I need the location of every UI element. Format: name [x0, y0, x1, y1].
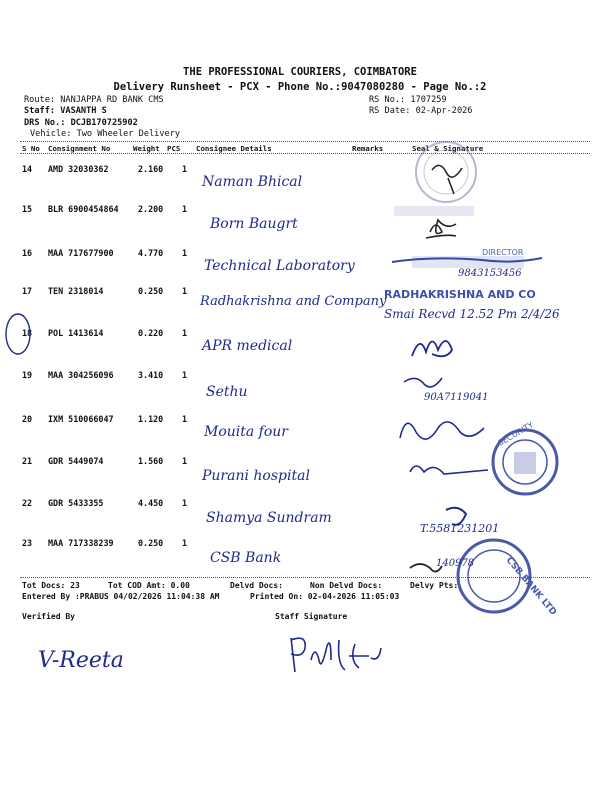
row-weight: 4.770 [138, 248, 164, 258]
stamp-director-text: DIRECTOR [482, 248, 524, 257]
circle-mark-icon [6, 314, 33, 354]
note-row17: Smai Recvd 12.52 Pm 2/4/26 [384, 307, 560, 321]
row-sno: 17 [22, 286, 33, 296]
row-sno: 18 [22, 328, 33, 338]
verified-by-label: Verified By [22, 612, 75, 621]
col-pcs: PCS [167, 144, 181, 153]
signature-row21-icon [410, 466, 488, 474]
row-sno: 22 [22, 498, 33, 508]
row-consignment: MAA 717677900 [48, 248, 114, 258]
stamp-radhakrishna: RADHAKRISHNA AND CO [384, 288, 536, 301]
row-weight: 0.250 [138, 538, 164, 548]
col-sno: S No [22, 144, 40, 153]
printed-on: Printed On: 02-04-2026 11:05:03 [250, 592, 400, 601]
row-consignee: Shamya Sundram [206, 510, 332, 526]
drs-number: DRS No.: DCJB170725902 [24, 118, 138, 128]
vehicle: Vehicle: Two Wheeler Delivery [30, 129, 181, 139]
row-pcs: 1 [182, 286, 188, 296]
row-pcs: 1 [182, 328, 188, 338]
row-sno: 21 [22, 456, 33, 466]
row-consignment: IXM 510066047 [48, 414, 114, 424]
stamp-security-text: SECURITY [496, 420, 536, 448]
staff-signature-icon [285, 630, 395, 680]
footer-rule [20, 577, 590, 578]
row-consignee: Sethu [206, 384, 248, 400]
row-consignee: CSB Bank [210, 550, 282, 566]
row-consignee: APR medical [202, 338, 293, 354]
stamp-security-icon [493, 420, 557, 494]
company-title: THE PROFESSIONAL COURIERS, COIMBATORE [183, 66, 417, 78]
row-pcs: 1 [182, 414, 188, 424]
row-weight: 2.160 [138, 164, 164, 174]
row-sno: 23 [22, 538, 33, 548]
total-cod: Tot COD Amt: 0.00 [108, 581, 190, 590]
row-weight: 0.220 [138, 328, 164, 338]
phone-row23: 140978 [436, 558, 475, 569]
row-consignment: POL 1413614 [48, 328, 104, 338]
delivered-docs: Delvd Docs: [230, 581, 283, 590]
row-pcs: 1 [182, 456, 188, 466]
row-consignee: Radhakrishna and Company [200, 294, 387, 309]
stamp-csb-text: CSB BANK LTD [503, 555, 559, 618]
non-delivered-docs: Non Delvd Docs: [310, 581, 383, 590]
staff: Staff: VASANTH S [24, 106, 107, 116]
row-pcs: 1 [182, 498, 188, 508]
row-consignment: MAA 304256096 [48, 370, 114, 380]
row-weight: 1.560 [138, 456, 164, 466]
row-consignee: Purani hospital [202, 468, 310, 484]
row-consignment: BLR 6900454864 [48, 204, 119, 214]
signature-row19-icon [404, 378, 442, 387]
phone-row16: 9843153456 [458, 268, 522, 279]
signature-row20-icon [400, 422, 484, 439]
row-consignment: AMD 32030362 [48, 164, 109, 174]
col-seal-signature: Seal & Signature [412, 144, 484, 153]
phone-row22: T.5581231201 [420, 522, 500, 535]
staff-signature-label: Staff Signature [275, 612, 348, 621]
total-docs: Tot Docs: 23 [22, 581, 80, 590]
phone-row19: 90A7119041 [424, 392, 489, 403]
row-consignee: Technical Laboratory [204, 258, 355, 274]
row-sno: 19 [22, 370, 33, 380]
rs-number: RS No.: 1707259 [369, 95, 447, 105]
col-weight: Weight [133, 144, 160, 153]
row-pcs: 1 [182, 164, 188, 174]
col-remarks: Remarks [352, 144, 384, 153]
row-weight: 4.450 [138, 498, 164, 508]
row-sno: 20 [22, 414, 33, 424]
row-consignment: MAA 717338239 [48, 538, 114, 548]
verifier-signature: V-Reeta [38, 648, 124, 673]
row-consignment: GDR 5449074 [48, 456, 104, 466]
route: Route: NANJAPPA RD BANK CMS [24, 95, 164, 105]
col-consignee: Consignee Details [196, 144, 272, 153]
rs-date: RS Date: 02-Apr-2026 [369, 106, 473, 116]
row-weight: 3.410 [138, 370, 164, 380]
stamp-row14-icon [416, 142, 476, 202]
entered-by: Entered By :PRABUS 04/02/2026 11:04:38 AM [22, 592, 220, 601]
row-weight: 1.120 [138, 414, 164, 424]
runsheet-subtitle: Delivery Runsheet - PCX - Phone No.:9047080280 - Page No.:2 [113, 81, 487, 93]
signature-row18-icon [412, 341, 452, 356]
row-sno: 14 [22, 164, 33, 174]
col-consignment: Consignment No [48, 144, 111, 153]
row-consignment: GDR 5433355 [48, 498, 104, 508]
delivery-points: Delvy Pts: [410, 581, 459, 590]
stamp-csb-bank-icon [458, 540, 558, 618]
row-sno: 16 [22, 248, 33, 258]
row-weight: 2.200 [138, 204, 164, 214]
row-weight: 0.250 [138, 286, 164, 296]
row-consignee: Born Baugrt [210, 216, 298, 232]
stamp-row16-icon [392, 248, 542, 268]
signature-row15-icon [394, 206, 474, 238]
row-sno: 15 [22, 204, 33, 214]
row-pcs: 1 [182, 248, 188, 258]
row-consignee: Mouita four [204, 424, 288, 440]
row-consignment: TEN 2318014 [48, 286, 104, 296]
row-pcs: 1 [182, 370, 188, 380]
row-pcs: 1 [182, 204, 188, 214]
row-consignee: Naman Bhical [202, 174, 303, 190]
row-pcs: 1 [182, 538, 188, 548]
